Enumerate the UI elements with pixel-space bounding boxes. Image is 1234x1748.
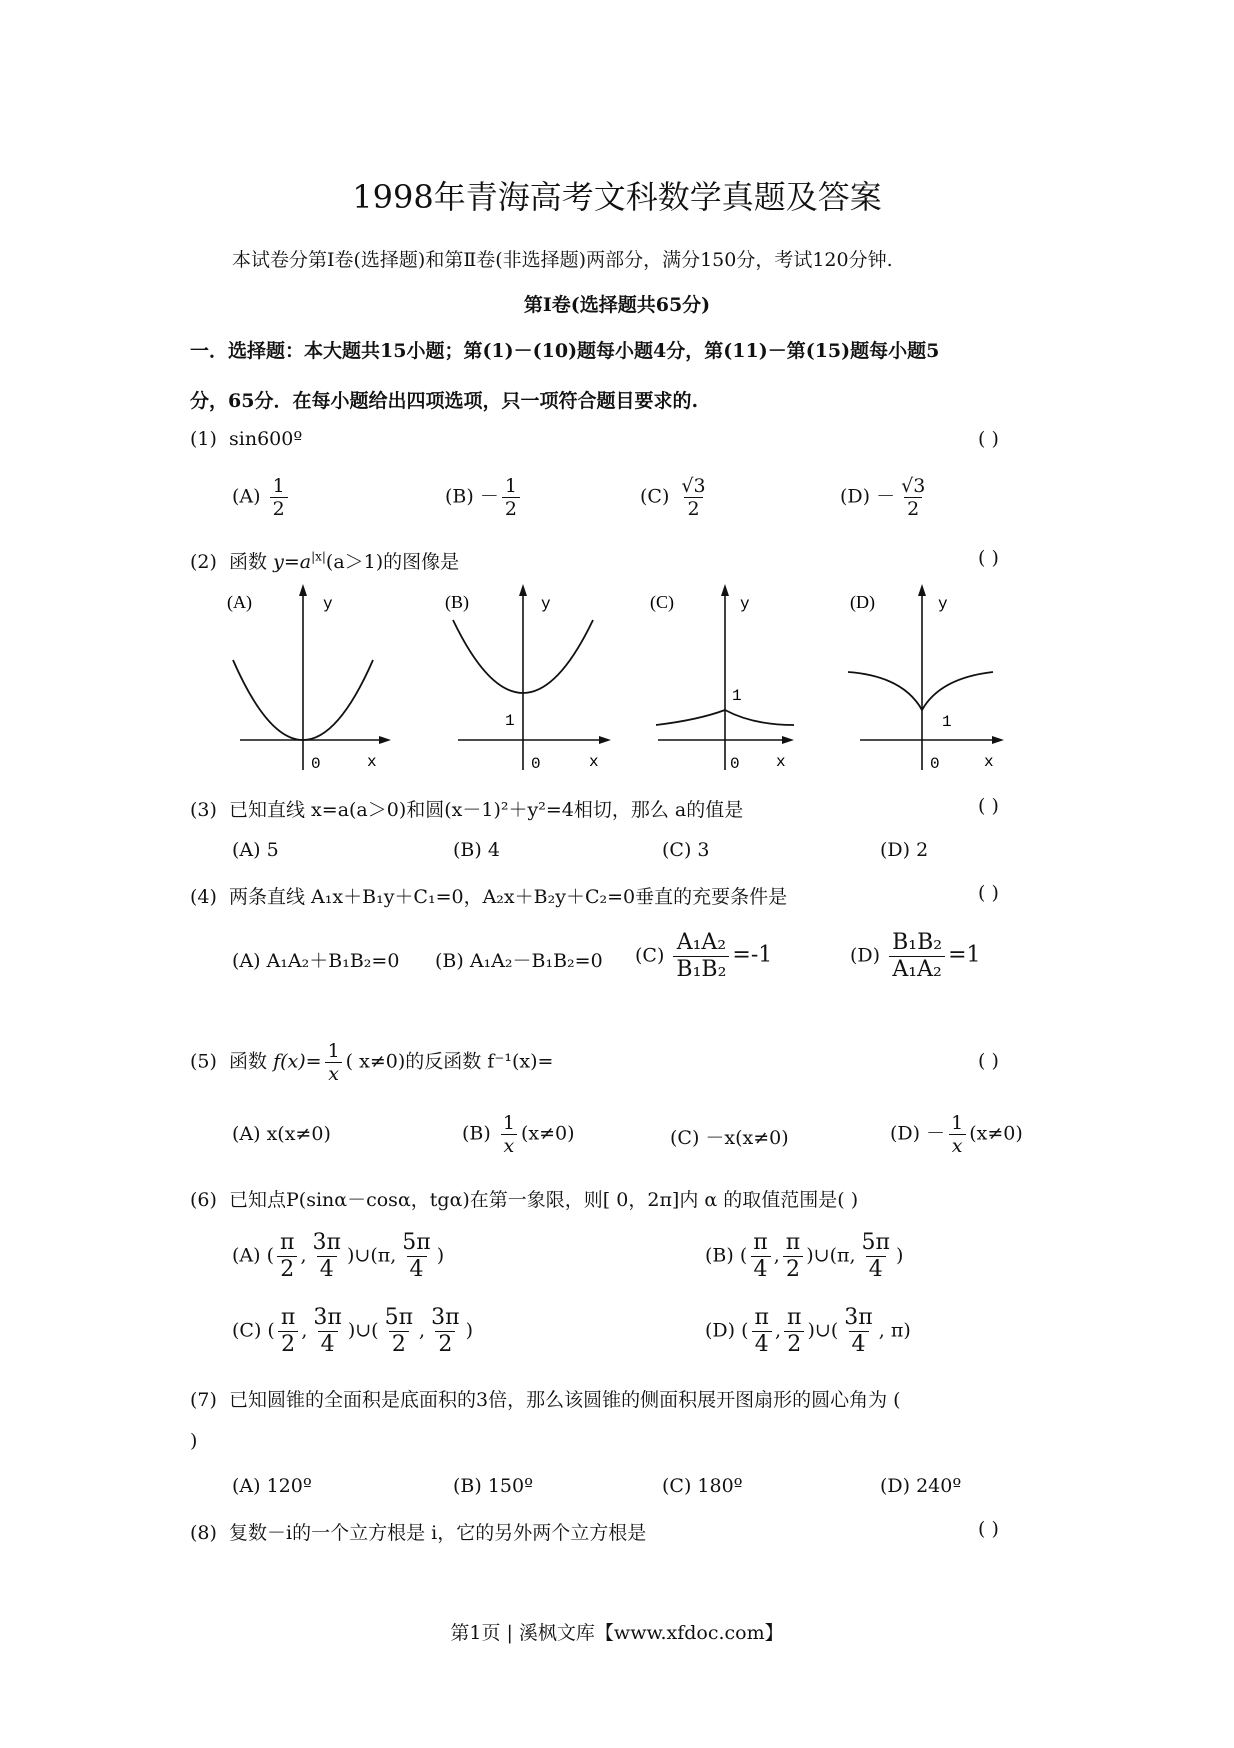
- graph-a: [225, 580, 395, 775]
- svg-text:(D): (D): [850, 592, 875, 612]
- q1-option-b: (B) － $\frac{1}{2}$: [445, 475, 523, 520]
- q1-option-d: (D) － $\frac{√3}{2}$: [840, 475, 926, 520]
- question-4: (4) 两条直线 A₁x＋B₁y＋C₁=0，A₂x＋B₂y＋C₂=0垂直的充要条件是: [190, 886, 788, 908]
- answer-paren-2: ( ): [978, 547, 999, 569]
- q7-option-d: (D) 240º: [880, 1475, 962, 1497]
- answer-paren-1: ( ): [978, 428, 999, 450]
- q5-option-d: (D) － $\frac{1}{x}$ (x≠0): [890, 1112, 1023, 1157]
- q5-option-c: (C) －x(x≠0): [670, 1127, 789, 1149]
- svg-text:1: 1: [505, 712, 515, 730]
- answer-paren-4: ( ): [978, 882, 999, 904]
- svg-text:y: y: [740, 595, 750, 613]
- q3-option-b: (B) 4: [453, 839, 500, 861]
- q6-option-a: (A) ( $\frac{\pi}{2}$ , $\frac{3\pi}{4}$ )∪(π, $\frac{5\pi}{4}$ ): [232, 1230, 445, 1282]
- question-1: (1) sin600º: [190, 428, 303, 450]
- q7-option-c: (C) 180º: [662, 1475, 743, 1497]
- svg-text:0: 0: [531, 755, 541, 773]
- question-7: (7) 已知圆锥的全面积是底面积的3倍，那么该圆锥的侧面积展开图扇形的圆心角为 (: [190, 1389, 901, 1411]
- question-6: (6) 已知点P(sinα－cosα，tgα)在第一象限，则[ 0，2π]内 α 的取值范围是( ): [190, 1189, 859, 1211]
- q4-option-a: (A) A₁A₂＋B₁B₂=0: [232, 950, 400, 972]
- q1-option-c: (C) $\frac{√3}{2}$: [640, 475, 706, 520]
- exam-intro: 本试卷分第Ⅰ卷(选择题)和第Ⅱ卷(非选择题)两部分，满分150分，考试120分钟.: [232, 249, 893, 271]
- q5-option-b: (B) $\frac{1}{x}$ (x≠0): [462, 1112, 575, 1157]
- svg-text:0: 0: [930, 755, 940, 773]
- question-7-close: ): [190, 1430, 198, 1452]
- svg-text:y: y: [323, 595, 333, 613]
- question-2: (2) 函数 $y=a^{|x|}(a>1)$的图像是: [190, 549, 460, 573]
- svg-text:x: x: [367, 753, 377, 771]
- q4-option-d: (D) $\frac{\text{B₁B₂}}{\text{A₁A₂}}$ =1: [850, 930, 981, 982]
- svg-text:0: 0: [311, 755, 321, 773]
- graph-a-label: (A): [227, 592, 252, 612]
- svg-text:(C): (C): [650, 592, 674, 612]
- graph-c: [648, 580, 798, 775]
- instruction-line-1: 一．选择题：本大题共15小题；第(1)－(10)题每小题4分，第(11)－第(15)题每小题5: [190, 340, 940, 362]
- q7-option-a: (A) 120º: [232, 1475, 312, 1497]
- q7-option-b: (B) 150º: [453, 1475, 534, 1497]
- q3-option-d: (D) 2: [880, 839, 929, 861]
- q3-option-c: (C) 3: [662, 839, 710, 861]
- q1-option-a: (A) $\frac{1}{2}$: [232, 475, 291, 520]
- q4-option-b: (B) A₁A₂－B₁B₂=0: [435, 950, 603, 972]
- q5-option-a: (A) x(x≠0): [232, 1123, 331, 1145]
- section-heading: 第Ⅰ卷(选择题共65分): [523, 294, 711, 316]
- q4-option-c: (C) $\frac{\text{A₁A₂}}{\text{B₁B₂}}$ =-1: [635, 930, 773, 982]
- question-3: (3) 已知直线 x=a(a＞0)和圆(x－1)²＋y²=4相切，那么 a的值是: [190, 799, 744, 821]
- q6-option-b: (B) ( $\frac{\pi}{4}$ , $\frac{\pi}{2}$ )∪(π, $\frac{5\pi}{4}$ ): [705, 1230, 904, 1282]
- q3-option-a: (A) 5: [232, 839, 279, 861]
- svg-text:x: x: [589, 753, 599, 771]
- q6-option-d: (D) ( $\frac{\pi}{4}$ , $\frac{\pi}{2}$ )∪( $\frac{3\pi}{4}$ , π): [705, 1305, 911, 1357]
- instruction-line-2: 分，65分．在每小题给出四项选项，只一项符合题目要求的.: [190, 390, 699, 412]
- svg-text:1: 1: [732, 687, 742, 705]
- question-5: (5) 函数 f(x)= $\frac{1}{x}$ ( x≠0)的反函数 f⁻¹(x)=: [190, 1040, 554, 1085]
- svg-text:0: 0: [730, 755, 740, 773]
- svg-text:x: x: [984, 753, 994, 771]
- answer-paren-8: ( ): [978, 1518, 999, 1540]
- graph-d: [848, 580, 1008, 775]
- svg-text:x: x: [776, 753, 786, 771]
- svg-text:y: y: [541, 595, 551, 613]
- q6-option-c: (C) ( $\frac{\pi}{2}$ , $\frac{3\pi}{4}$ )∪( $\frac{5\pi}{2}$ , $\frac{3\pi}{2}$ ): [232, 1305, 473, 1357]
- svg-text:y: y: [938, 595, 948, 613]
- answer-paren-5: ( ): [978, 1050, 999, 1072]
- answer-paren-3: ( ): [978, 795, 999, 817]
- page-footer: 第1页 | 溪枫文库【www.xfdoc.com】: [450, 1622, 784, 1644]
- page-title: 1998年青海高考文科数学真题及答案: [352, 178, 882, 216]
- question-8: (8) 复数－i的一个立方根是 i，它的另外两个立方根是: [190, 1522, 647, 1544]
- graph-b: [443, 580, 618, 775]
- svg-text:(B): (B): [445, 592, 469, 612]
- graph-d-curve: [848, 672, 993, 710]
- svg-text:1: 1: [942, 713, 952, 731]
